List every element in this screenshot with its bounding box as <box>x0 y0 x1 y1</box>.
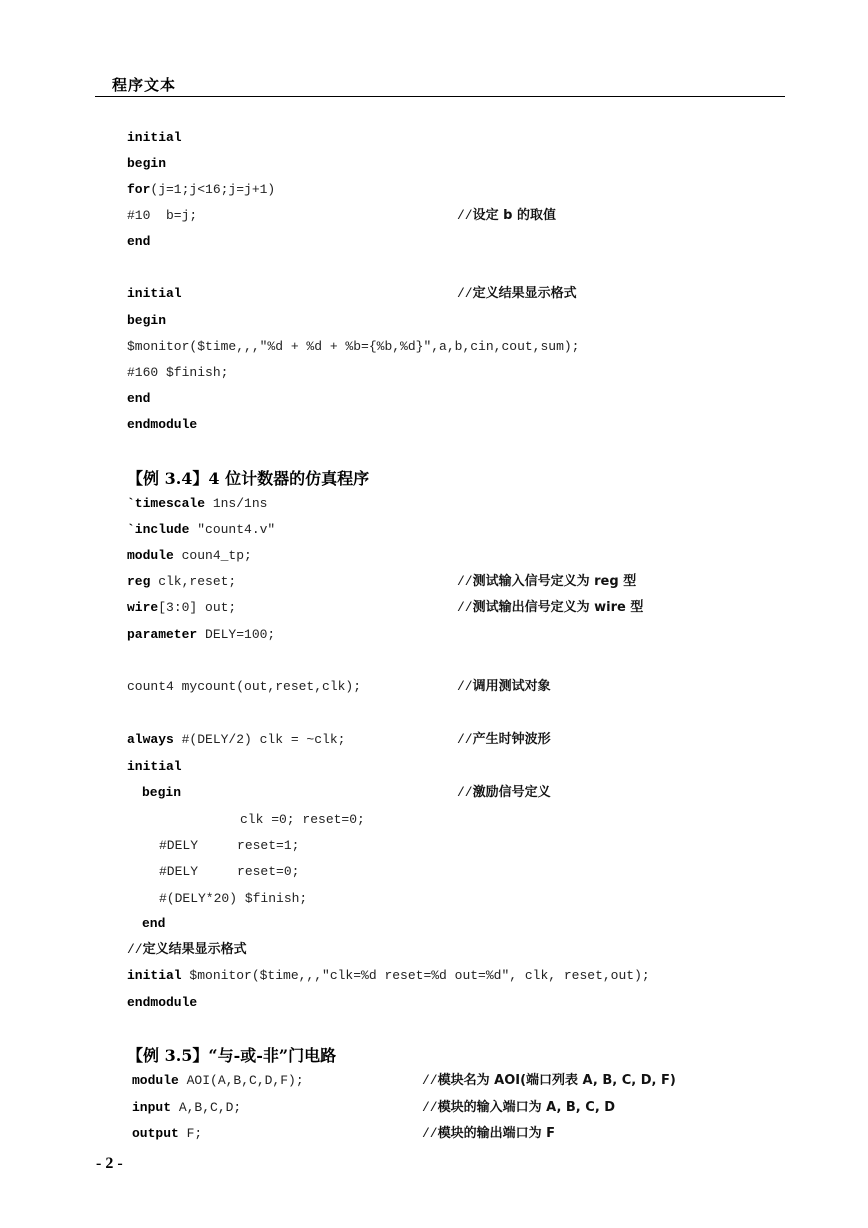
code-line <box>127 966 828 986</box>
comment-text: 产生时钟波形 <box>472 732 551 747</box>
comment-slashes: // <box>457 679 473 694</box>
code-line <box>142 914 828 934</box>
example-heading: 【例 3.5】“与-或-非”门电路 <box>127 1046 337 1065</box>
code-text: #(DELY*20) $finish; <box>159 891 308 906</box>
code-comment <box>422 1098 615 1118</box>
code-text: F; <box>178 1126 203 1141</box>
code-line <box>127 232 828 252</box>
code-comment <box>457 206 556 226</box>
header-rule <box>95 96 785 97</box>
comment-slashes: // <box>457 208 473 223</box>
code-line <box>127 494 828 514</box>
code-line <box>159 889 828 909</box>
code-text: #(DELY/2) clk = ~clk; <box>173 732 346 747</box>
code-keyword: begin <box>127 156 167 171</box>
code-text: DELY=100; <box>197 627 276 642</box>
comment-slashes: // <box>457 574 473 589</box>
comment-slashes: // <box>457 600 473 615</box>
code-text: AOI(A,B,C,D,F); <box>178 1073 304 1088</box>
code-comment <box>127 940 247 960</box>
code-keyword: for <box>127 182 151 197</box>
comment-text: 激励信号定义 <box>472 785 551 800</box>
comment-text: 定义结果显示格式 <box>472 286 577 301</box>
code-line <box>127 520 828 540</box>
code-comment <box>457 730 551 750</box>
code-keyword: `timescale <box>127 496 206 511</box>
code-text: 1ns/1ns <box>205 496 268 511</box>
code-keyword: output <box>132 1126 179 1141</box>
code-line <box>127 128 828 148</box>
code-keyword: always <box>127 732 174 747</box>
page-number: - 2 - <box>96 1155 123 1172</box>
code-line <box>240 810 828 830</box>
comment-slashes: // <box>422 1126 438 1141</box>
comment-slashes: // <box>127 942 143 957</box>
code-line <box>127 311 828 331</box>
comment-text: 调用测试对象 <box>472 679 551 694</box>
code-line <box>127 180 828 200</box>
running-header: 程序文本 <box>112 77 177 94</box>
code-text: #DELY reset=0; <box>159 864 300 879</box>
code-keyword: end <box>142 916 166 931</box>
code-line <box>127 284 828 304</box>
comment-text: 模块的输出端口为 F <box>437 1126 556 1141</box>
code-line <box>127 389 828 409</box>
code-line <box>127 415 828 435</box>
comment-text: 测试输入信号定义为 reg 型 <box>472 574 637 589</box>
code-text: $monitor($time,,,"%d + %d + %b={%b,%d}",a,b,cin,cout,sum); <box>127 339 580 354</box>
code-text: #160 $finish; <box>127 365 229 380</box>
code-keyword: initial <box>127 130 182 145</box>
comment-slashes: // <box>457 286 473 301</box>
code-comment <box>422 1124 555 1144</box>
code-keyword: parameter <box>127 627 198 642</box>
code-comment <box>457 598 643 618</box>
code-line <box>127 940 828 960</box>
code-line <box>142 783 828 803</box>
code-text: #10 b=j; <box>127 208 198 223</box>
code-text: [3:0] out; <box>158 600 237 615</box>
code-text: "count4.v" <box>189 522 276 537</box>
comment-slashes: // <box>457 785 473 800</box>
code-line <box>127 730 828 750</box>
code-line <box>127 154 828 174</box>
code-line <box>127 337 828 357</box>
code-line <box>127 677 828 697</box>
code-keyword: input <box>132 1100 172 1115</box>
comment-slashes: // <box>422 1100 438 1115</box>
code-line <box>132 1071 828 1091</box>
comment-slashes: // <box>422 1073 438 1088</box>
code-keyword: module <box>132 1073 179 1088</box>
code-text: clk =0; reset=0; <box>240 812 365 827</box>
code-line <box>127 598 828 618</box>
comment-text: 设定 b 的取值 <box>472 208 556 223</box>
code-keyword: initial <box>127 286 182 301</box>
code-line <box>127 572 828 592</box>
comment-text: 测试输出信号定义为 wire 型 <box>472 600 644 615</box>
code-keyword: reg <box>127 574 151 589</box>
code-keyword: `include <box>127 522 190 537</box>
code-text: #DELY reset=1; <box>159 838 300 853</box>
code-keyword: initial <box>127 968 182 983</box>
code-comment <box>457 284 577 304</box>
code-comment <box>457 783 551 803</box>
comment-text: 模块的输入端口为 A, B, C, D <box>437 1100 616 1115</box>
code-text: count4 mycount(out,reset,clk); <box>127 679 362 694</box>
code-text: A,B,C,D; <box>171 1100 242 1115</box>
code-line <box>127 363 828 383</box>
code-line <box>127 757 828 777</box>
code-line <box>127 993 828 1013</box>
code-line <box>132 1098 828 1118</box>
code-text: coun4_tp; <box>173 548 252 563</box>
code-text: clk,reset; <box>150 574 237 589</box>
code-keyword: wire <box>127 600 159 615</box>
code-line <box>159 862 828 882</box>
comment-text: 模块名为 AOI(端口列表 A, B, C, D, F) <box>437 1073 676 1088</box>
code-keyword: endmodule <box>127 417 198 432</box>
code-line <box>127 206 828 226</box>
example-heading: 【例 3.4】4 位计数器的仿真程序 <box>127 469 370 488</box>
comment-text: 定义结果显示格式 <box>142 942 247 957</box>
code-keyword: endmodule <box>127 995 198 1010</box>
code-keyword: end <box>127 234 151 249</box>
code-keyword: initial <box>127 759 182 774</box>
code-line <box>159 836 828 856</box>
code-line <box>127 625 828 645</box>
code-keyword: end <box>127 391 151 406</box>
code-comment <box>422 1071 676 1091</box>
comment-slashes: // <box>457 732 473 747</box>
code-text: $monitor($time,,,"clk=%d reset=%d out=%d", clk, reset,out); <box>181 968 650 983</box>
code-line <box>132 1124 828 1144</box>
code-keyword: begin <box>142 785 182 800</box>
code-keyword: begin <box>127 313 167 328</box>
code-text: (j=1;j<16;j=j+1) <box>150 182 276 197</box>
code-keyword: module <box>127 548 174 563</box>
code-comment <box>457 572 636 592</box>
code-line <box>127 546 828 566</box>
code-comment <box>457 677 551 697</box>
